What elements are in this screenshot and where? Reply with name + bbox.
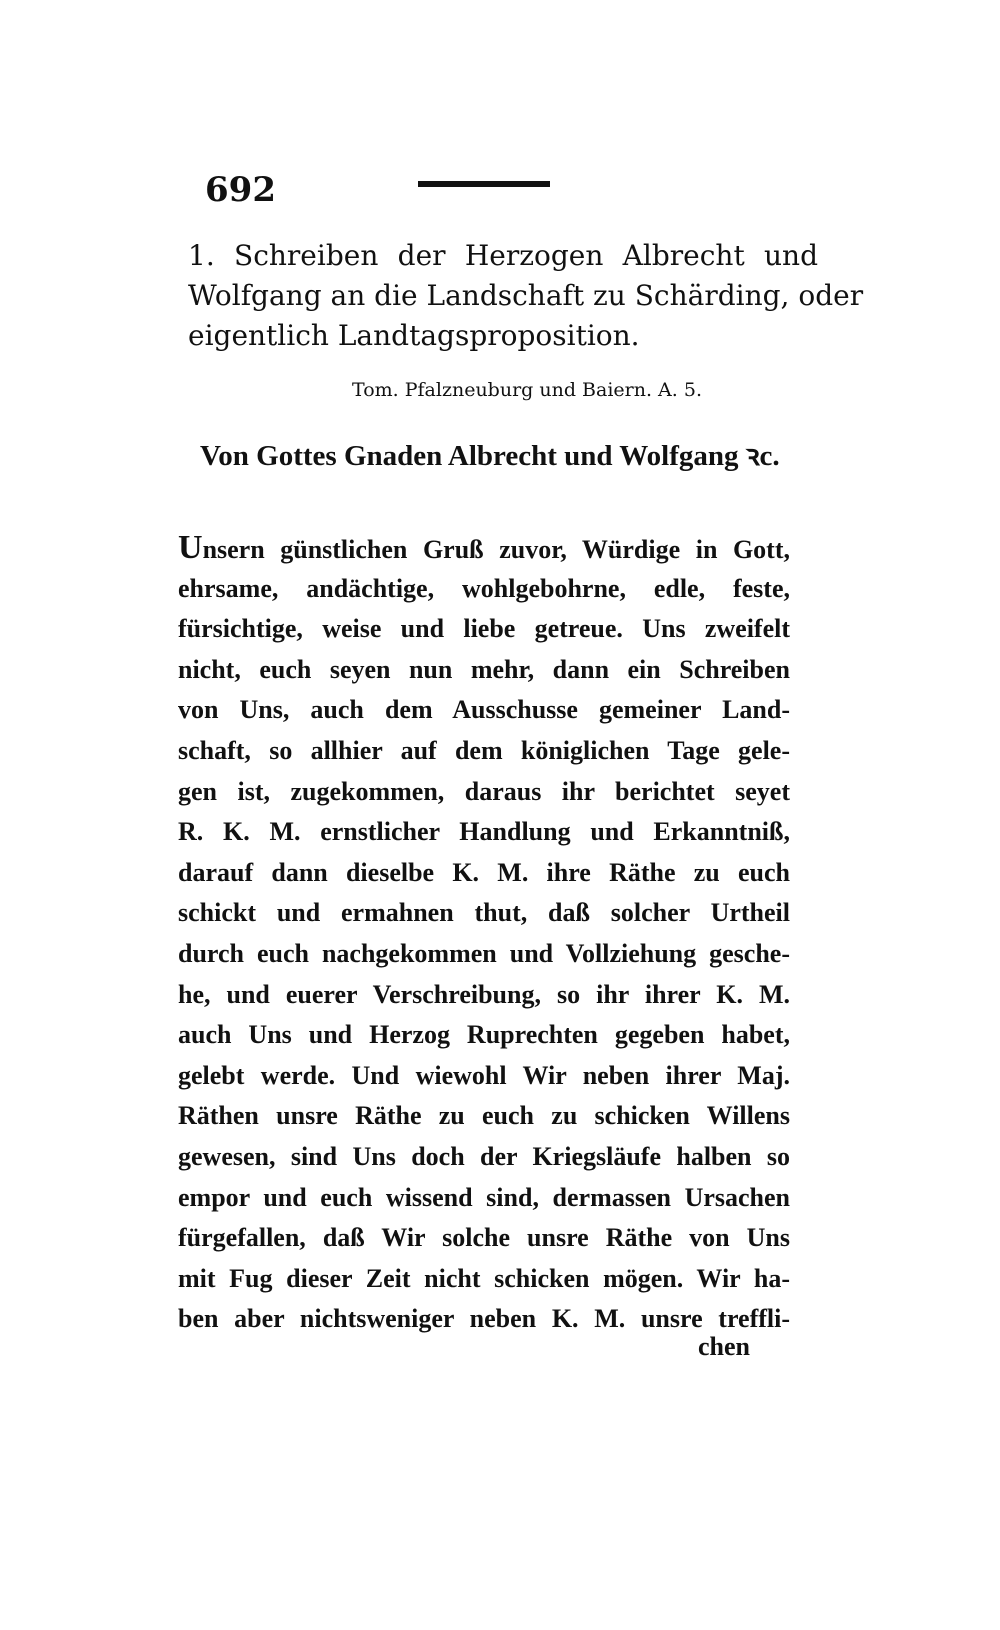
salutation-line: Von Gottes Gnaden Albrecht und Wolfgang ꝛc. xyxy=(200,440,780,472)
document-heading xyxy=(188,236,864,356)
body-line: darauf dann dieselbe K. M. ihre Räthe zu euch xyxy=(178,857,790,887)
body-line: schaft, so allhier auf dem königlichen Tage gele- xyxy=(178,735,790,765)
body-line: gen ist, zugekommen, daraus ihr berichtet seyet xyxy=(178,776,790,806)
body-line: ehrsame, andächtige, wohlgebohrne, edle, feste, xyxy=(178,573,790,603)
body-line: ben aber nichtsweniger neben K. M. unsre treffli- xyxy=(178,1304,790,1334)
body-line: gelebt werde. Und wiewohl Wir neben ihrer Maj. xyxy=(178,1060,790,1090)
body-text xyxy=(178,528,790,1340)
body-line: gewesen, sind Uns doch der Kriegsläufe halben so xyxy=(178,1141,790,1171)
header-rule xyxy=(418,181,550,187)
body-line: mit Fug dieser Zeit nicht schicken mögen. Wir ha- xyxy=(178,1263,790,1293)
body-line: empor und euch wissend sind, dermassen Ursachen xyxy=(178,1182,790,1212)
body-line: schickt und ermahnen thut, daß solcher Urtheil xyxy=(178,898,790,928)
page-number: 692 xyxy=(205,170,276,210)
heading-line: Wolfgang an die Landschaft zu Schärding, oder xyxy=(188,279,864,312)
body-line: Räthen unsre Räthe zu euch zu schicken Willens xyxy=(178,1101,790,1131)
body-line: von Uns, auch dem Ausschusse gemeiner Land- xyxy=(178,695,790,725)
heading-line: eigentlich Landtagsproposition. xyxy=(188,319,640,352)
heading-line: 1. Schreiben der Herzogen Albrecht und xyxy=(188,239,818,272)
body-line: auch Uns und Herzog Ruprechten gegeben habet, xyxy=(178,1020,790,1050)
body-line: R. K. M. ernstlicher Handlung und Erkanntniß, xyxy=(178,817,790,847)
body-line: durch euch nachgekommen und Vollziehung gesche- xyxy=(178,938,790,968)
source-reference: Tom. Pfalzneuburg und Baiern. A. 5. xyxy=(352,379,702,401)
body-line: nicht, euch seyen nun mehr, dann ein Schreiben xyxy=(178,654,790,684)
body-line: Unsern günstlichen Gruß zuvor, Würdige in Gott, xyxy=(178,529,790,566)
body-line: fürsichtige, weise und liebe getreue. Uns zweifelt xyxy=(178,614,790,644)
catchword: chen xyxy=(698,1332,750,1361)
body-line: he, und euerer Verschreibung, so ihr ihrer K. M. xyxy=(178,979,790,1009)
body-line: fürgefallen, daß Wir solche unsre Räthe von Uns xyxy=(178,1223,790,1253)
